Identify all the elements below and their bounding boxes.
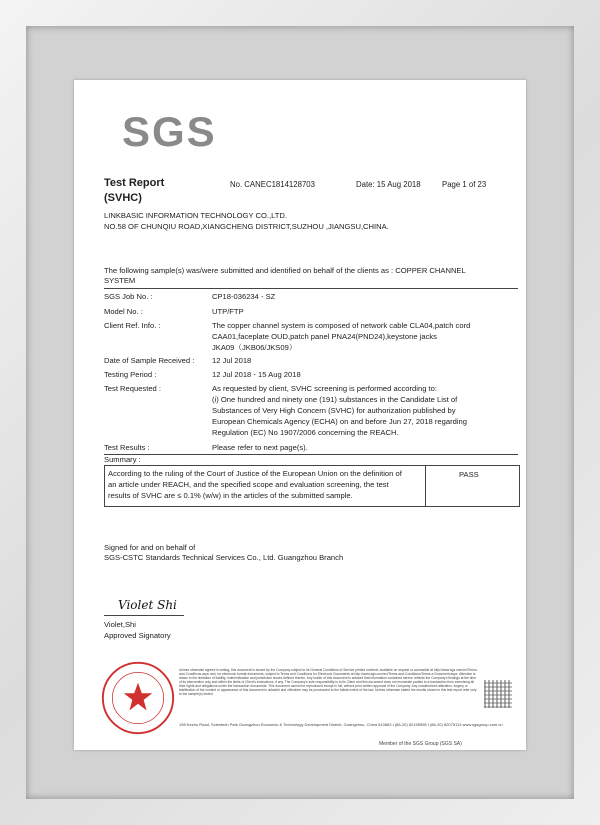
company-address: NO.58 OF CHUNQIU ROAD,XIANGCHENG DISTRICT,SUZHOU ,JIANGSU,CHINA. <box>104 222 389 231</box>
report-title: Test Report <box>104 177 165 189</box>
report-date: Date: 15 Aug 2018 <box>356 180 421 189</box>
summary-line-3: results of SVHC are ≤ 0.1% (w/w) in the articles of the submitted sample. <box>108 491 353 500</box>
intro-line-2: SYSTEM <box>104 276 136 285</box>
terms-small-print: Unless otherwise agreed in writing, this document is issued by the Company subject to its General Conditions of Service printed overleaf, available on request or accessible at http://www.sgs.com/en/Terms-and-Conditions.aspx and, for electronic format documents, subject to Terms and Conditions for Electronic Documents at http://www.sgs.com/en/Terms-and-Conditions/Terms-e-Document.aspx. Attention is drawn to the limitation of liability, indemnification and jurisdiction issues defined therein. Any holder of this document is advised that information contained hereon reflects the Company's findings at the time of its intervention only and within the limits of Client's instructions, if any. The Company's sole responsibility is to its Client and this document does not exonerate parties to a transaction from exercising all their rights and obligations under the transaction documents. This document cannot be reproduced except in full, without prior written approval of the Company. Any unauthorized alteration, forgery or falsification of the content or appearance of this document is unlawful and offenders may be prosecuted to the fullest extent of the law. Unless otherwise stated the results shown in this test report refer only to the sample(s) tested. <box>179 668 478 696</box>
official-stamp <box>100 660 176 736</box>
period-label: Testing Period : <box>104 370 157 379</box>
handwritten-signature: Violet Shi <box>118 598 177 612</box>
summary-table <box>104 465 520 507</box>
summary-line-1: According to the ruling of the Court of Justice of the European Union on the definition of <box>108 469 402 478</box>
signatory-title: Approved Signatory <box>104 631 171 640</box>
job-value: CP18-036234 - SZ <box>212 292 276 301</box>
contact-line: 198 Kezhu Road, Scientech Park Guangzhou Economic & Technology Development District, Guangzhou, China 510663 t (86-20) 82155555 f (86-20) 82075113 www.sgsgroup.com.cn <box>179 722 503 727</box>
header-rule <box>104 288 518 289</box>
company-name: LINKBASIC INFORMATION TECHNOLOGY CO.,LTD. <box>104 211 287 220</box>
requested-line-3: Substances of Very High Concern (SVHC) for authorization published by <box>212 406 456 415</box>
requested-line-1: As requested by client, SVHC screening is performed according to: <box>212 384 437 393</box>
signed-line-2: SGS-CSTC Standards Technical Services Co., Ltd. Guangzhou Branch <box>104 553 344 562</box>
signed-line-1: Signed for and on behalf of <box>104 543 196 552</box>
results-label: Test Results : <box>104 443 150 452</box>
requested-line-5: Regulation (EC) No 1907/2006 concerning the REACH. <box>212 428 399 437</box>
model-label: Model No. : <box>104 307 143 316</box>
received-label: Date of Sample Received : <box>104 356 195 365</box>
summary-result: PASS <box>459 470 479 479</box>
job-label: SGS Job No. : <box>104 292 153 301</box>
qr-code <box>484 680 512 708</box>
intro-line-1: The following sample(s) was/were submitted and identified on behalf of the clients as : COPPER CHANNEL <box>104 266 466 275</box>
signature-line <box>104 615 184 616</box>
page-number: Page 1 of 23 <box>442 180 487 189</box>
client-ref-label: Client Ref. Info. : <box>104 321 161 330</box>
requested-line-2: (i) One hundred and ninety one (191) substances in the Candidate List of <box>212 395 458 404</box>
requested-line-4: European Chemicals Agency (ECHA) on and before Jun 27, 2018 regarding <box>212 417 467 426</box>
requested-label: Test Requested : <box>104 384 161 393</box>
member-line: Member of the SGS Group (SGS SA) <box>379 741 462 747</box>
period-value: 12 Jul 2018 - 15 Aug 2018 <box>212 370 301 379</box>
client-ref-line-1: The copper channel system is composed of network cable CLA04,patch cord <box>212 321 471 330</box>
received-value: 12 Jul 2018 <box>212 356 252 365</box>
model-value: UTP/FTP <box>212 307 244 316</box>
sgs-logo: SGS <box>122 108 217 155</box>
summary-line-2: an article under REACH, and the specified scope and evaluation screening, the test <box>108 480 389 489</box>
client-ref-line-2: CAA01,faceplate OUD,patch panel PNA24(PND24),keystone jacks <box>212 332 437 341</box>
results-value: Please refer to next page(s). <box>212 443 308 452</box>
summary-label: Summary : <box>104 455 141 464</box>
summary-divider <box>425 466 426 506</box>
signatory-name: Violet,Shi <box>104 620 136 629</box>
summary-rule <box>104 454 518 455</box>
report-subtitle: (SVHC) <box>104 192 142 204</box>
client-ref-line-3: JKA09（JKB06/JKS09） <box>212 343 297 352</box>
report-number: No. CANEC1814128703 <box>230 180 315 189</box>
certificate-page <box>74 80 526 750</box>
